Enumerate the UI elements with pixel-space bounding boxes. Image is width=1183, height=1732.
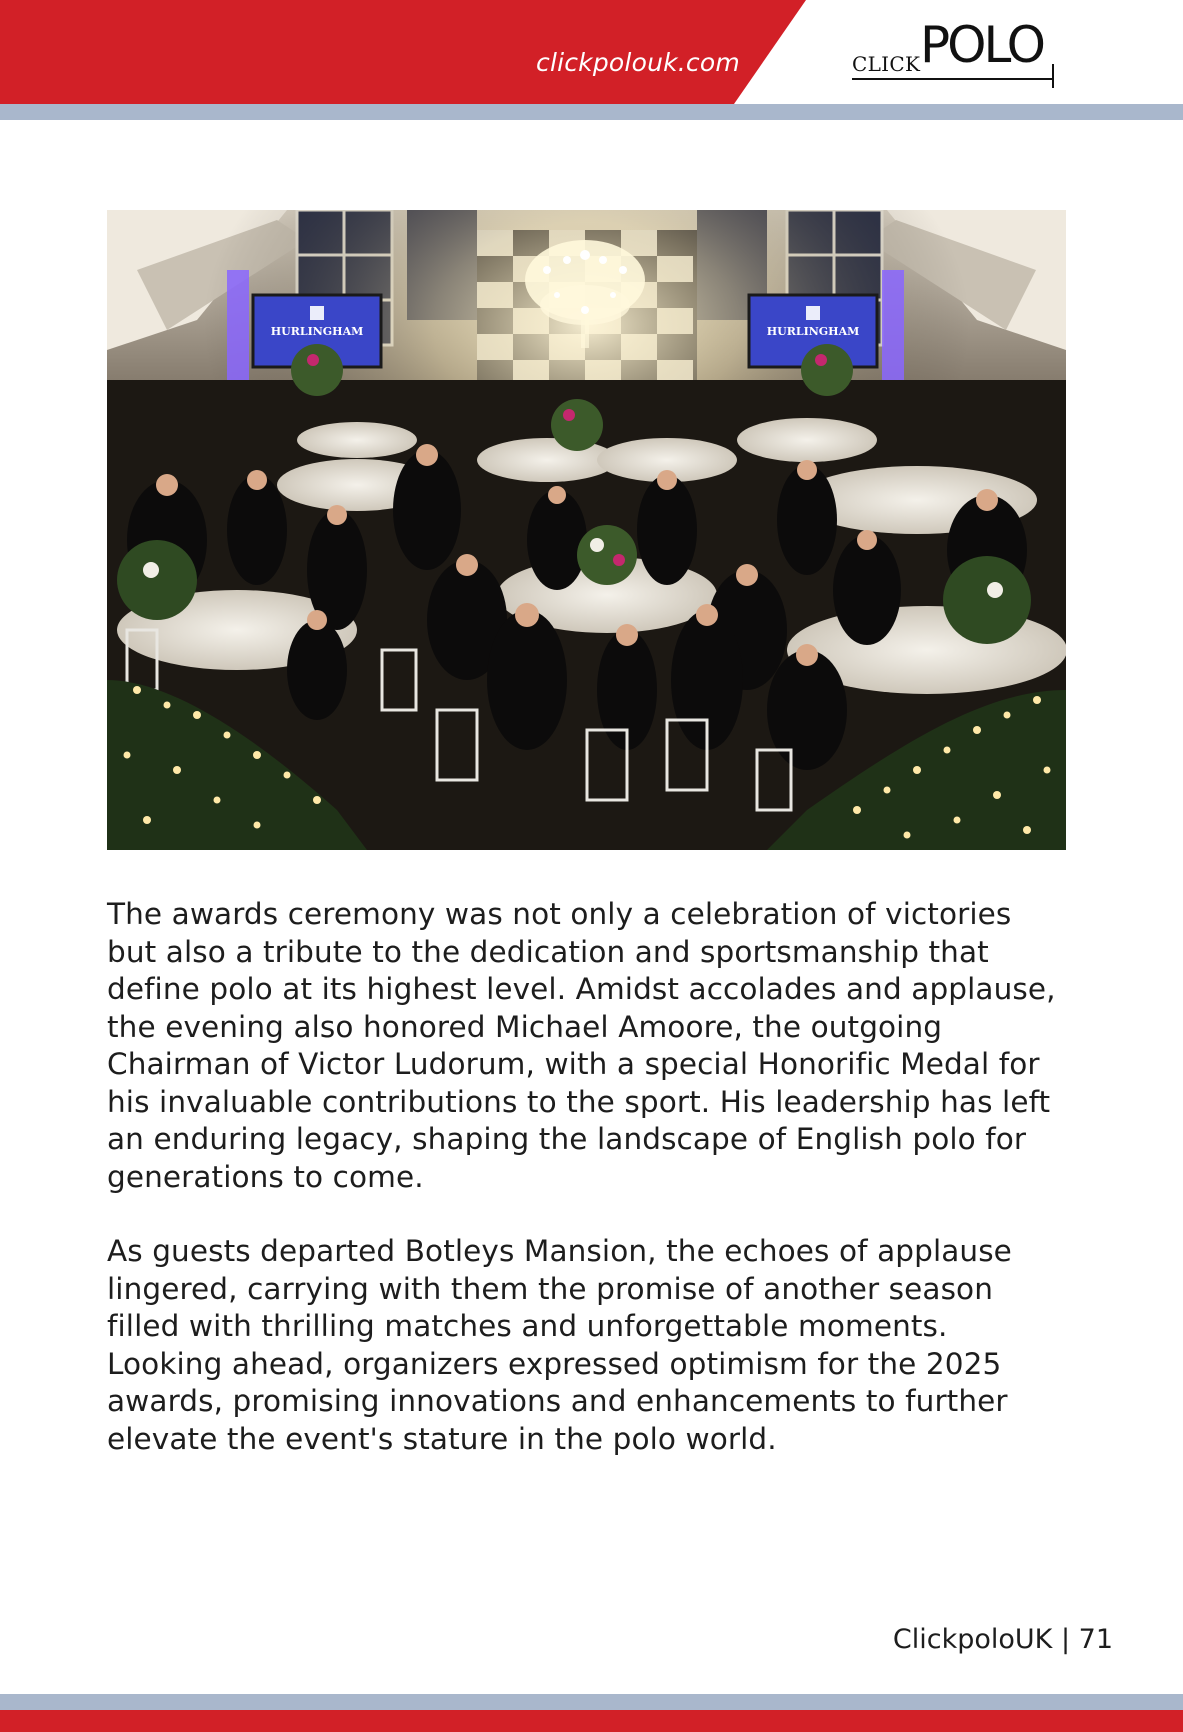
article-paragraph: The awards ceremony was not only a celebration of victories but also a tribute to the dedication and sportsmanship that define polo at its highest level. Amidst accolades and applause, the evening also honored Michael Amoore, the outgoing Chairman of Victor Ludorum, with a special Honorific Medal for his invaluable contributions to the sport. His leadership has left an enduring legacy, shaping the landscape of English polo for generations to come.	[107, 897, 1056, 1194]
logo-tick	[1052, 64, 1054, 88]
article-body	[107, 896, 1067, 1495]
footer-stripe	[0, 1694, 1183, 1710]
page-number-label: ClickpoloUK | 71	[892, 1624, 1113, 1655]
article-paragraph: As guests departed Botleys Mansion, the echoes of applause lingered, carrying with them the promise of another season filled with thrilling matches and unforgettable moments. Looking ahead, organizers expressed optimism for the 2025 awards, promising innovations and enhancements to further elevate the event's stature in the polo world.	[107, 1234, 1012, 1456]
event-photo	[107, 210, 1066, 850]
site-url[interactable]: clickpolouk.com	[536, 48, 740, 77]
footer-red-bar	[0, 1710, 1183, 1732]
screen-right-text: HURLINGHAM	[766, 325, 860, 338]
logo-underline	[852, 78, 1054, 80]
header-stripe	[0, 104, 1183, 120]
event-photo-illustration	[107, 210, 1066, 850]
screen-left-text: HURLINGHAM	[270, 325, 364, 338]
clickpolo-logo	[850, 16, 1060, 92]
page-header	[0, 0, 1183, 104]
logo-click-text: CLICK	[852, 52, 921, 76]
logo-polo-text: POLO	[920, 16, 1043, 74]
